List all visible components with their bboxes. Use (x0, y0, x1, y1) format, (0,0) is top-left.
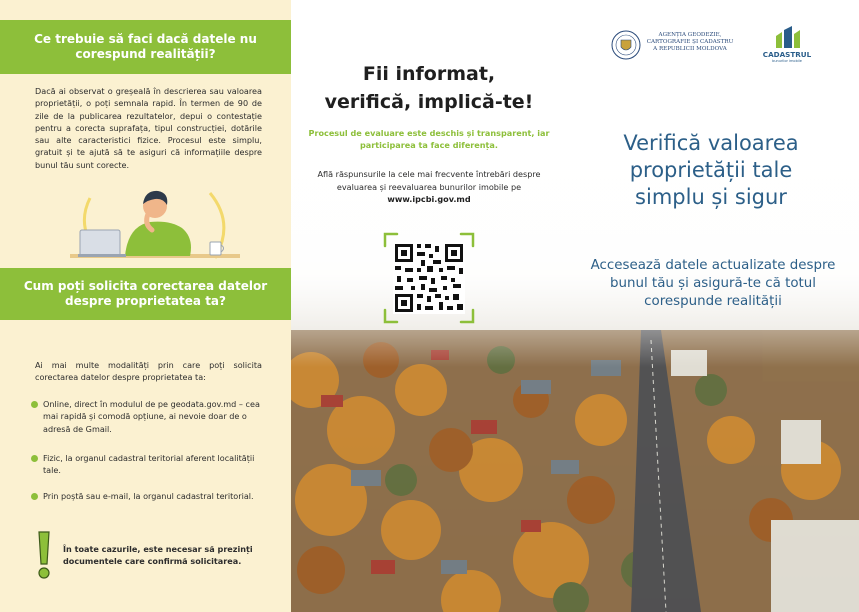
transparency-statement: Procesul de evaluare este deschis și transparent, iar participarea ta face diferența. (308, 128, 550, 151)
list-item-text: Prin poștă sau e-mail, la organul cadastral teritorial. (43, 491, 254, 501)
main-title-line3: simplu și sigur (635, 185, 787, 209)
list-item-text: Online, direct în modulul de pe geodata.gov.md – cea mai rapidă și comodă opțiune, ai nevoie doar de o adresă de Gmail. (43, 399, 260, 434)
list-item-mail (31, 490, 266, 502)
agency-name-line2: CARTOGRAFIE ȘI CADASTRU (646, 39, 734, 45)
section-heading-request-correction: Cum poți solicita corectarea datelor despre proprietatea ta? (0, 268, 291, 320)
middle-heading-line2: verifică, implică-te! (324, 91, 534, 113)
list-item-physical (31, 452, 266, 477)
left-panel (0, 0, 291, 612)
main-title-line2: proprietății tale (629, 158, 793, 182)
list-item-online (31, 398, 266, 435)
website-link[interactable]: www.ipcbi.gov.md (387, 194, 471, 204)
faq-info-text: Află răspunsurile la cele mai frecvente întrebări despre evaluarea și reevaluarea bunurilor imobile pe (317, 169, 541, 192)
cadastrul-sublabel: bunurilor imobile (772, 59, 802, 63)
bullet-dot-icon (31, 401, 38, 408)
section-heading-incorrect-data: Ce trebuie să faci dacă datele nu corespund realității? (0, 20, 291, 74)
main-title-line1: Verifică valoarea (623, 131, 799, 155)
request-correction-paragraph: Ai mai multe modalități prin care poți solicita corectarea datelor despre proprietatea ta: (35, 360, 262, 383)
middle-heading-line1: Fii informat, (362, 63, 496, 85)
incorrect-data-paragraph: Dacă ai observat o greșeală în descrierea sau valoarea proprietății, o poți semnala rapid. În termen de 90 de zile de la publicarea rezultatelor, depui o contestație pentru a corecta suprafața, tipul construcției, dotările sau alte caracteristici fizice. Procesul este simplu, gratuit și te ajută să te asiguri că informațiile despre bunul tău sunt corecte. (35, 86, 262, 170)
agency-name (640, 32, 740, 53)
bullet-dot-icon (31, 455, 38, 462)
main-title (583, 130, 839, 211)
middle-heading (291, 60, 567, 116)
required-documents-note: În toate cazurile, este necesar să prezinți documentele care confirmă solicitarea. (63, 544, 253, 567)
qr-code[interactable] (383, 232, 475, 324)
agency-name-line3: A REPUBLICII MOLDOVA (653, 46, 727, 52)
exclamation-icon (37, 530, 51, 580)
bullet-dot-icon (31, 493, 38, 500)
cadastrul-label: CADASTRUL (762, 50, 812, 59)
main-subtitle: Accesează datele actualizate despre bunul tău și asigură-te că totul corespunde realității (590, 258, 836, 309)
list-item-text: Fizic, la organul cadastral teritorial aferent localității tale. (43, 453, 255, 476)
agency-name-line1: AGENȚIA GEODEZIE, (658, 32, 722, 38)
person-laptop-illustration (70, 178, 240, 266)
